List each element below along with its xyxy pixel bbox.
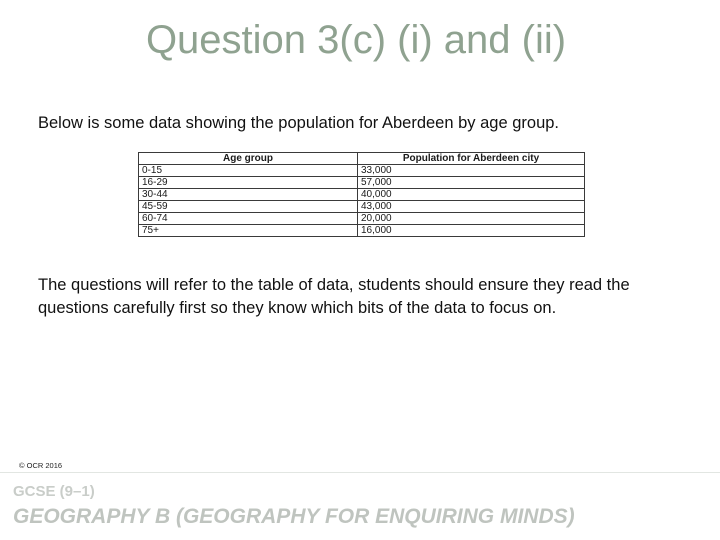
table-row [139, 213, 585, 225]
age-group-cell: 75+ [139, 225, 358, 237]
column-header-population: Population for Aberdeen city [358, 153, 585, 165]
table-header-row [139, 153, 585, 165]
population-cell: 40,000 [358, 189, 585, 201]
population-cell: 20,000 [358, 213, 585, 225]
column-header-age-group: Age group [139, 153, 358, 165]
age-group-cell: 30-44 [139, 189, 358, 201]
age-group-cell: 0-15 [139, 165, 358, 177]
age-group-cell: 60-74 [139, 213, 358, 225]
instruction-text: The questions will refer to the table of data, students should ensure they read the questions carefully first so they know which bits of the data to focus on. [38, 276, 630, 317]
table-row [139, 165, 585, 177]
population-cell: 33,000 [358, 165, 585, 177]
population-cell: 43,000 [358, 201, 585, 213]
table-row [139, 201, 585, 213]
footer-divider [0, 472, 720, 473]
copyright-notice: © OCR 2016 [19, 461, 63, 470]
table-row [139, 189, 585, 201]
intro-text: Below is some data showing the population for Aberdeen by age group. [38, 114, 560, 132]
age-group-cell: 45-59 [139, 201, 358, 213]
table-row [139, 177, 585, 189]
footer-subject-label: GEOGRAPHY B (GEOGRAPHY FOR ENQUIRING MINDS) [13, 505, 575, 528]
age-group-cell: 16-29 [139, 177, 358, 189]
slide-title: Question 3(c) (i) and (ii) [145, 18, 567, 62]
table-row [139, 225, 585, 237]
footer-course-label: GCSE (9–1) [13, 483, 95, 500]
population-cell: 57,000 [358, 177, 585, 189]
population-table [138, 152, 585, 237]
population-cell: 16,000 [358, 225, 585, 237]
